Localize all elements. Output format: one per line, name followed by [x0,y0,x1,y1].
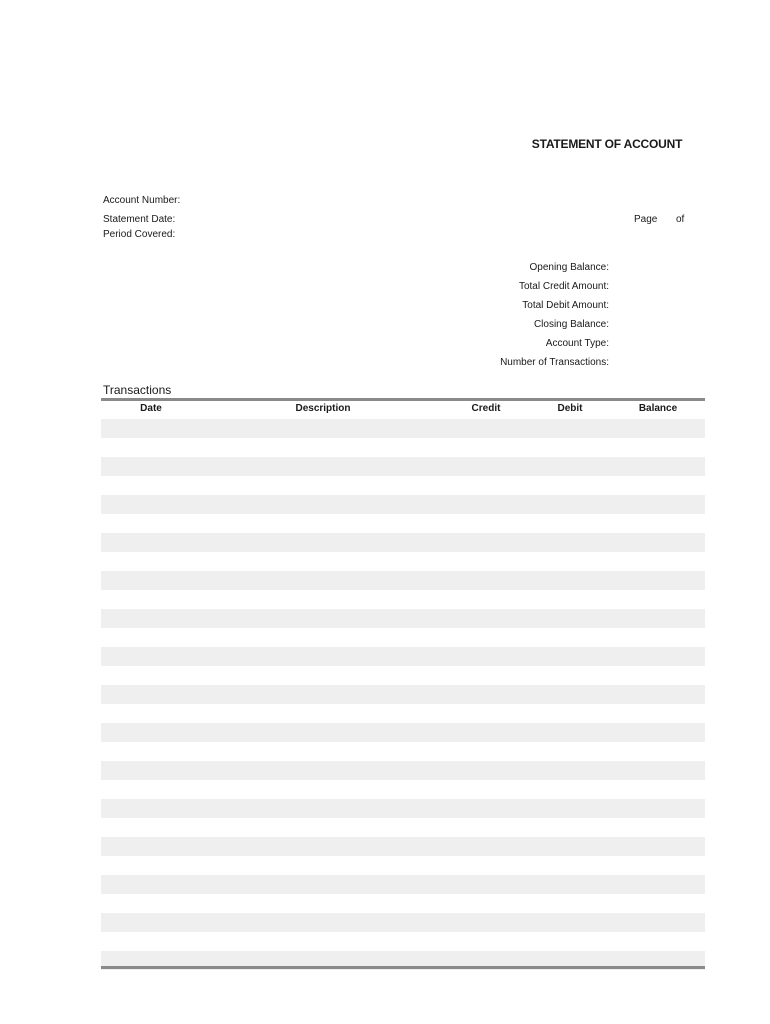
table-row [101,590,705,609]
table-row [101,666,705,685]
table-row [101,704,705,723]
period-covered-label: Period Covered: [103,229,176,240]
transactions-table [101,398,705,970]
table-row [101,533,705,552]
column-header-credit: Credit [471,403,501,414]
table-row [101,685,705,704]
table-row [101,476,705,495]
total-credit-label: Total Credit Amount: [518,281,609,292]
table-row [101,609,705,628]
account-type-label: Account Type: [545,338,609,349]
table-row [101,913,705,932]
table-row [101,495,705,514]
table-row [101,799,705,818]
statement-date-label: Statement Date: [103,214,176,225]
table-row [101,438,705,457]
table-row [101,419,705,438]
table-row [101,761,705,780]
table-row [101,780,705,799]
table-row [101,647,705,666]
account-number-label: Account Number: [103,195,181,206]
table-row [101,818,705,837]
column-header-balance: Balance [638,403,678,414]
account-summary [500,258,609,372]
closing-balance-label: Closing Balance: [533,319,609,330]
table-bottom-rule [101,966,705,969]
table-row [101,571,705,590]
table-row [101,457,705,476]
column-header-date: Date [140,403,162,414]
document-title: STATEMENT OF ACCOUNT [531,137,683,151]
table-row [101,894,705,913]
table-top-rule [101,398,705,401]
column-header-description: Description [295,403,351,414]
total-debit-label: Total Debit Amount: [522,300,609,311]
table-row [101,837,705,856]
table-row [101,514,705,533]
transactions-heading: Transactions [103,383,172,397]
opening-balance-label: Opening Balance: [529,262,609,273]
table-row [101,552,705,571]
table-row [101,723,705,742]
table-row [101,628,705,647]
table-row [101,932,705,951]
table-row [101,856,705,875]
table-row [101,742,705,761]
page-of-label: of [676,214,685,225]
num-transactions-label: Number of Transactions: [500,357,609,368]
table-row [101,875,705,894]
column-header-debit: Debit [557,403,583,414]
page-label: Page [634,214,658,225]
